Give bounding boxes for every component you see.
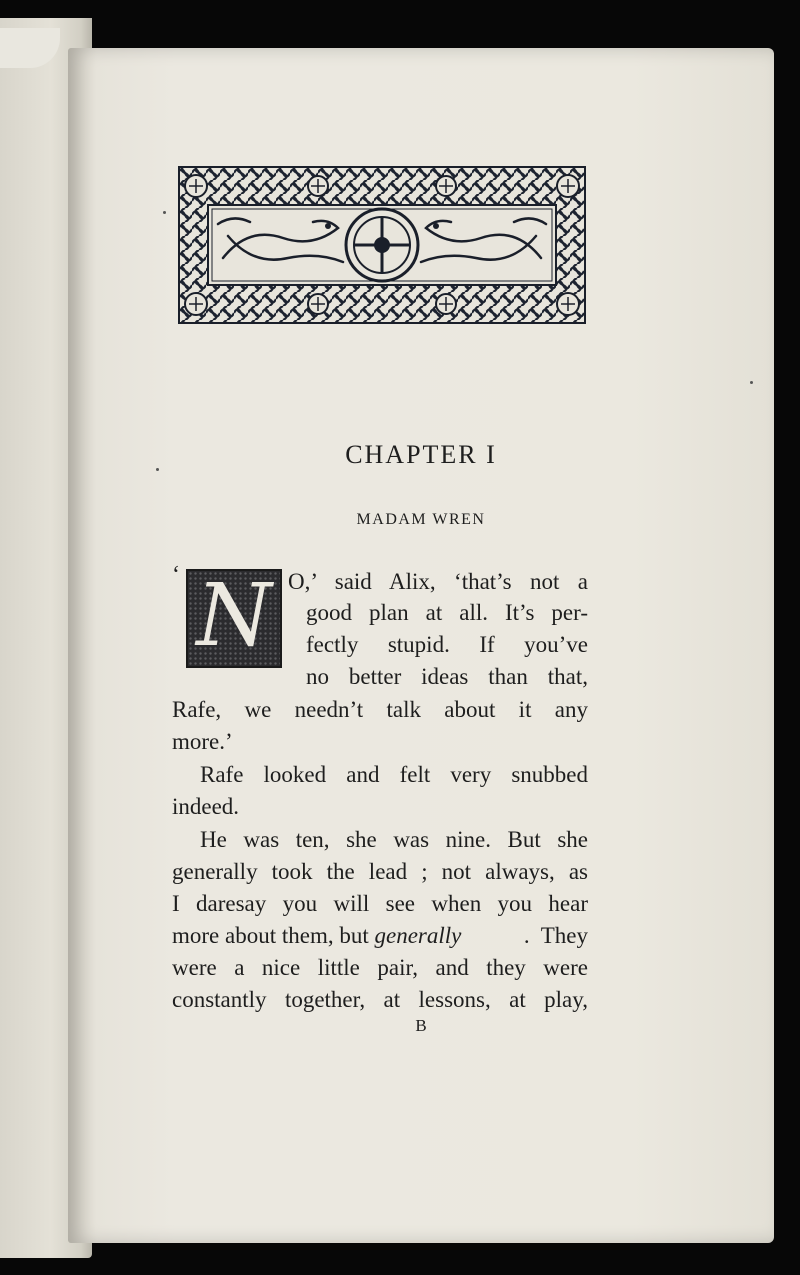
text-line: fectly stupid. If you’ve: [306, 632, 588, 657]
opening-quote-mark: ‘: [172, 562, 180, 588]
text-line: indeed.: [172, 794, 240, 819]
book-page: [68, 48, 774, 1243]
drop-cap-letter: N: [196, 565, 272, 666]
text-line: [172, 924, 588, 947]
text-line: were a nice little pair, and they were: [172, 955, 588, 980]
text-segment-italic: generally: [374, 923, 462, 948]
text-line: constantly together, at lessons, at play,: [172, 987, 588, 1012]
text-line: O,’ said Alix, ‘that’s not a: [288, 569, 588, 594]
chapter-title: CHAPTER I: [345, 440, 497, 469]
text-line: He was ten, she was nine. But she: [200, 827, 588, 852]
text-line: good plan at all. It’s per-: [306, 600, 588, 625]
ornamental-headpiece: [178, 166, 586, 324]
chapter-subtitle: MADAM WREN: [356, 511, 486, 528]
drop-cap: [186, 565, 282, 668]
facing-page-corner: [0, 28, 60, 68]
text-line: Rafe, we needn’t talk about it any: [172, 697, 588, 722]
text-line: no better ideas than that,: [306, 664, 588, 689]
text-line: I daresay you will see when you hear: [172, 891, 588, 916]
text-segment: . They: [523, 923, 588, 948]
text-line: Rafe looked and felt very snubbed: [200, 762, 588, 787]
text-line: generally took the lead ; not always, as: [172, 859, 588, 884]
text-line: more.’: [172, 729, 233, 754]
text-segment: more about them, but: [172, 923, 375, 948]
signature-mark: B: [415, 1016, 427, 1035]
